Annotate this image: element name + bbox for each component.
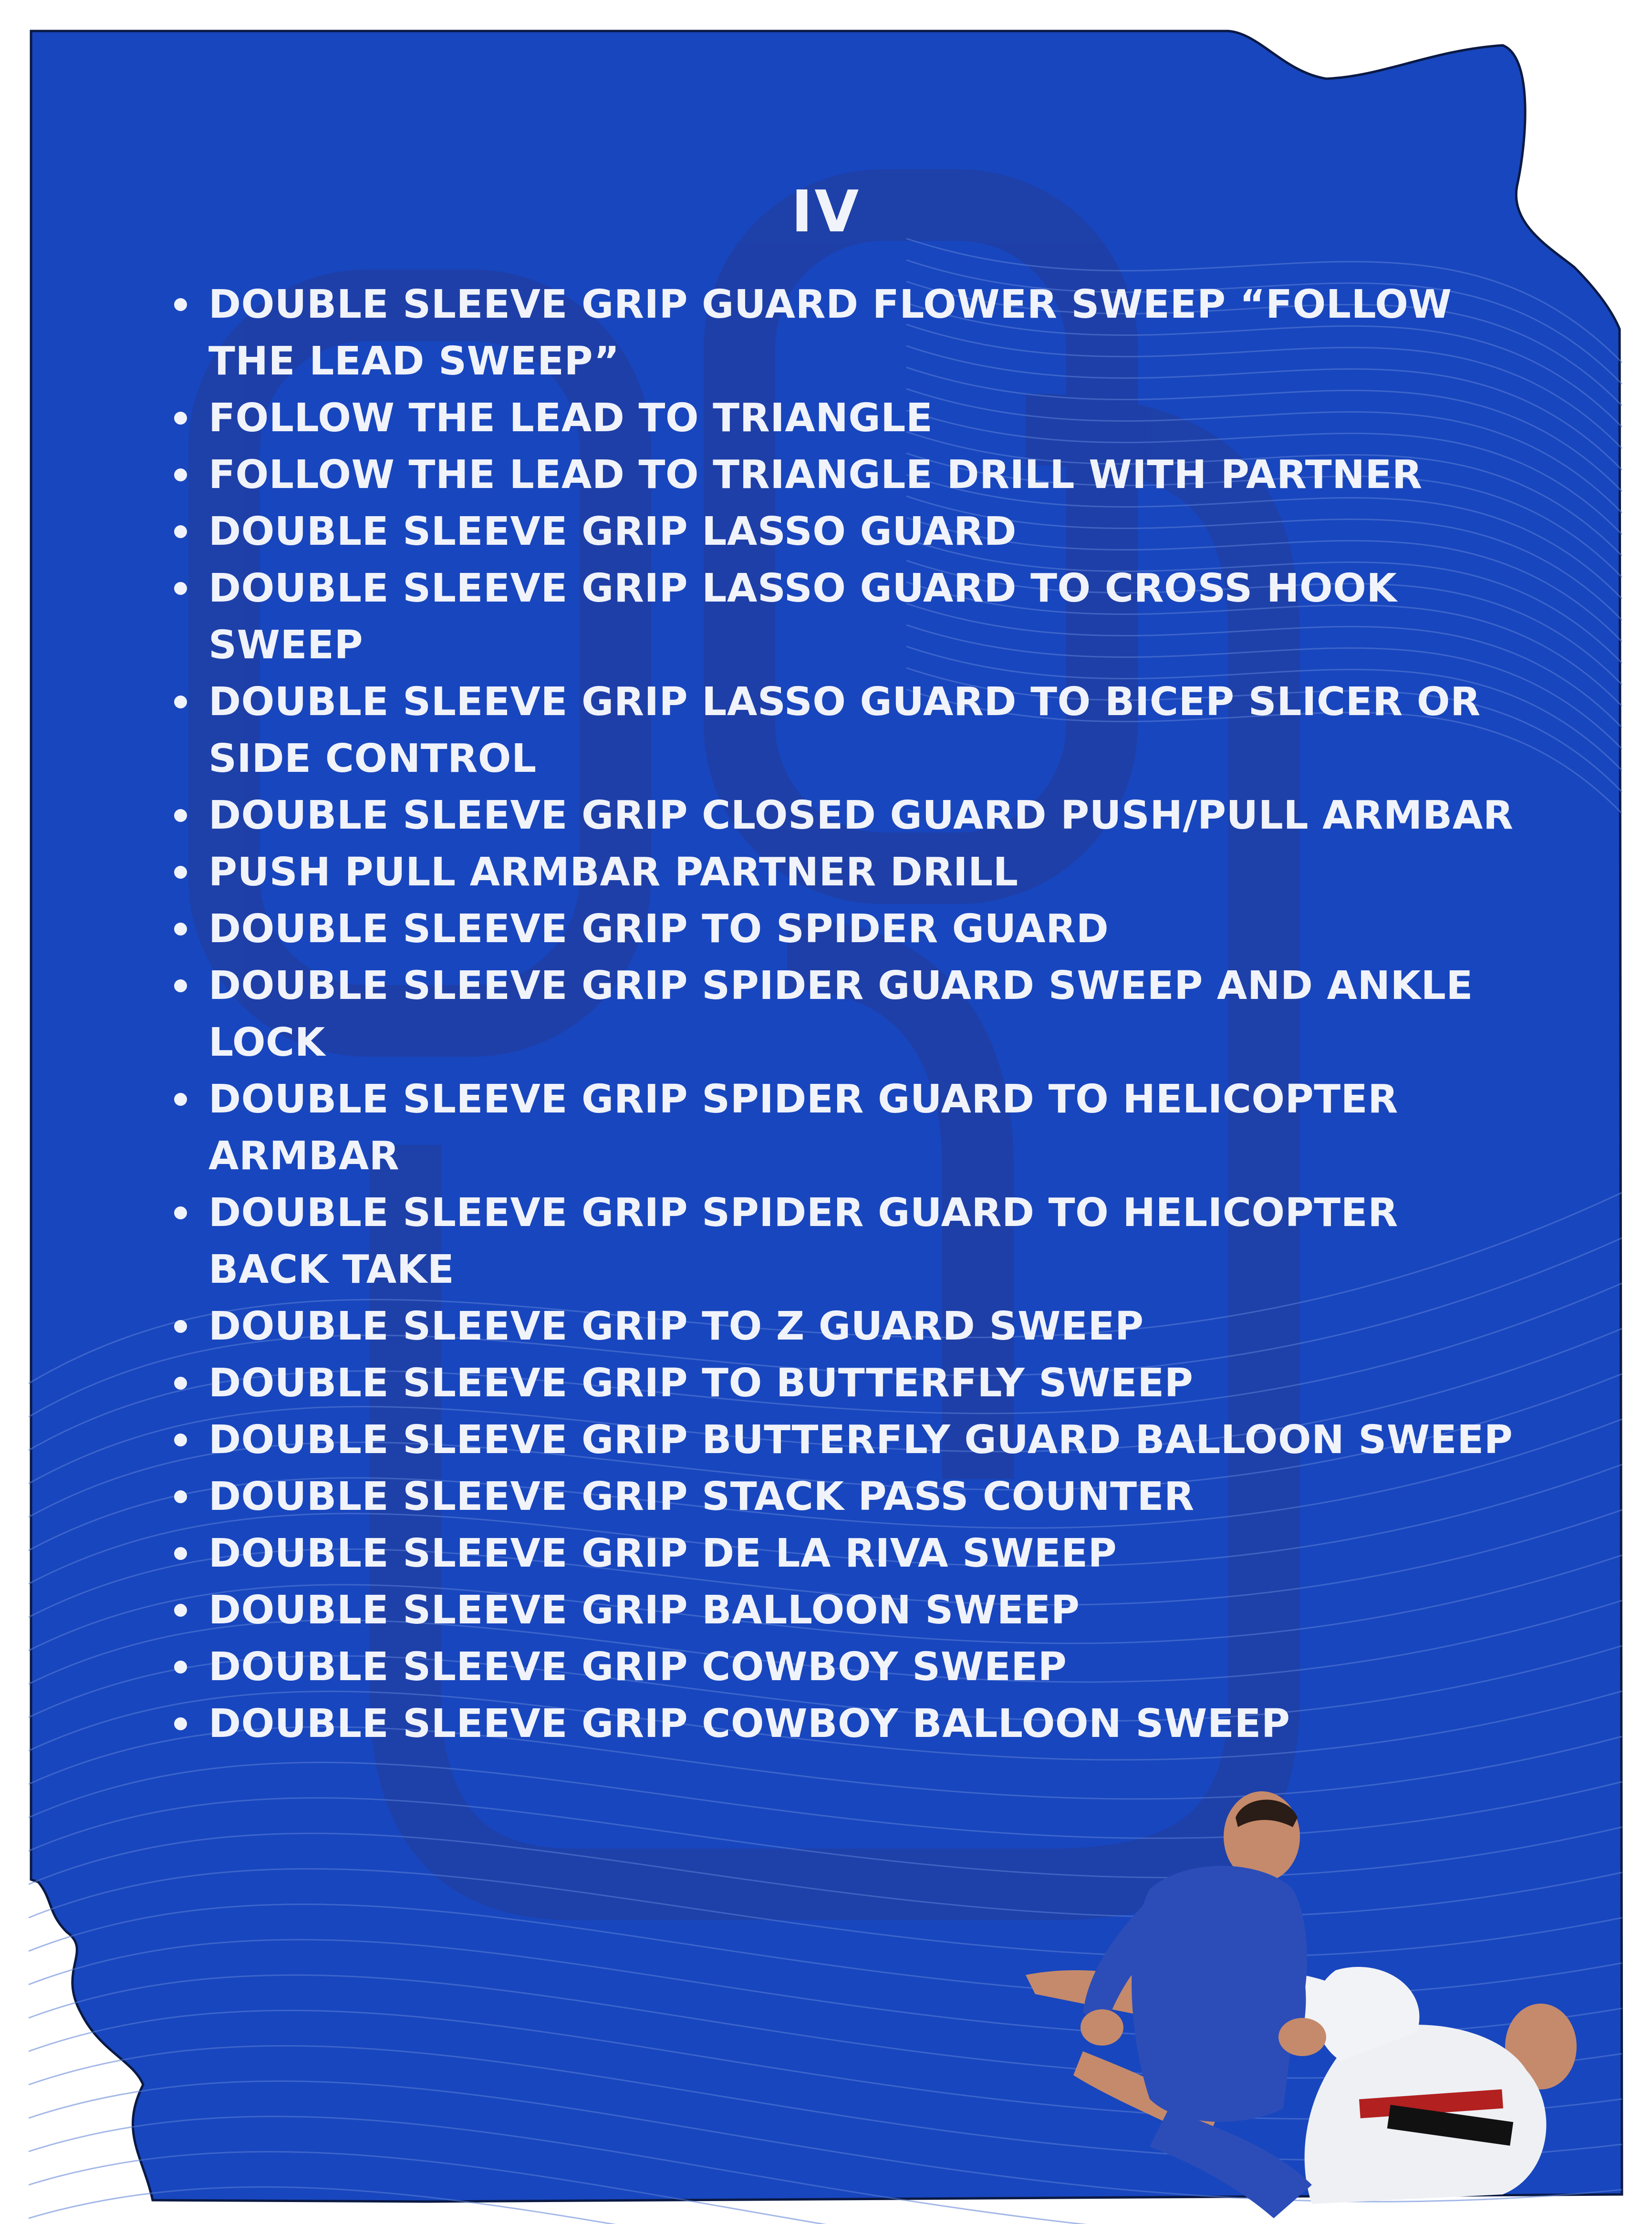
technique-item: DOUBLE SLEEVE GRIP BUTTERFLY GUARD BALLOON SWEEP bbox=[169, 1412, 1529, 1468]
technique-item: FOLLOW THE LEAD TO TRIANGLE bbox=[169, 390, 1529, 447]
technique-item: DOUBLE SLEEVE GRIP SPIDER GUARD TO HELICOPTER ARMBAR bbox=[169, 1071, 1529, 1185]
technique-item: DOUBLE SLEEVE GRIP LASSO GUARD TO CROSS HOOK SWEEP bbox=[169, 560, 1529, 674]
technique-item: DOUBLE SLEEVE GRIP SPIDER GUARD TO HELICOPTER BACK TAKE bbox=[169, 1185, 1529, 1298]
technique-item: FOLLOW THE LEAD TO TRIANGLE DRILL WITH PARTNER bbox=[169, 447, 1529, 503]
bjj-photo bbox=[883, 1765, 1627, 2223]
technique-item: DOUBLE SLEEVE GRIP COWBOY SWEEP bbox=[169, 1639, 1529, 1695]
technique-item: DOUBLE SLEEVE GRIP LASSO GUARD TO BICEP SLICER OR SIDE CONTROL bbox=[169, 674, 1529, 787]
section-heading: IV bbox=[791, 179, 861, 245]
technique-item: DOUBLE SLEEVE GRIP TO Z GUARD SWEEP bbox=[169, 1298, 1529, 1355]
technique-list bbox=[169, 276, 1529, 1752]
technique-item: DOUBLE SLEEVE GRIP GUARD FLOWER SWEEP “FOLLOW THE LEAD SWEEP” bbox=[169, 276, 1529, 390]
technique-item: DOUBLE SLEEVE GRIP TO BUTTERFLY SWEEP bbox=[169, 1355, 1529, 1412]
technique-item: DOUBLE SLEEVE GRIP SPIDER GUARD SWEEP AND ANKLE LOCK bbox=[169, 957, 1529, 1071]
technique-item: DOUBLE SLEEVE GRIP LASSO GUARD bbox=[169, 503, 1529, 560]
technique-item: DOUBLE SLEEVE GRIP DE LA RIVA SWEEP bbox=[169, 1525, 1529, 1582]
technique-item: DOUBLE SLEEVE GRIP BALLOON SWEEP bbox=[169, 1582, 1529, 1639]
technique-item: DOUBLE SLEEVE GRIP COWBOY BALLOON SWEEP bbox=[169, 1695, 1529, 1752]
technique-item: PUSH PULL ARMBAR PARTNER DRILL bbox=[169, 844, 1529, 901]
technique-item: DOUBLE SLEEVE GRIP TO SPIDER GUARD bbox=[169, 901, 1529, 957]
technique-item: DOUBLE SLEEVE GRIP STACK PASS COUNTER bbox=[169, 1468, 1529, 1525]
technique-item: DOUBLE SLEEVE GRIP CLOSED GUARD PUSH/PULL ARMBAR bbox=[169, 787, 1529, 844]
